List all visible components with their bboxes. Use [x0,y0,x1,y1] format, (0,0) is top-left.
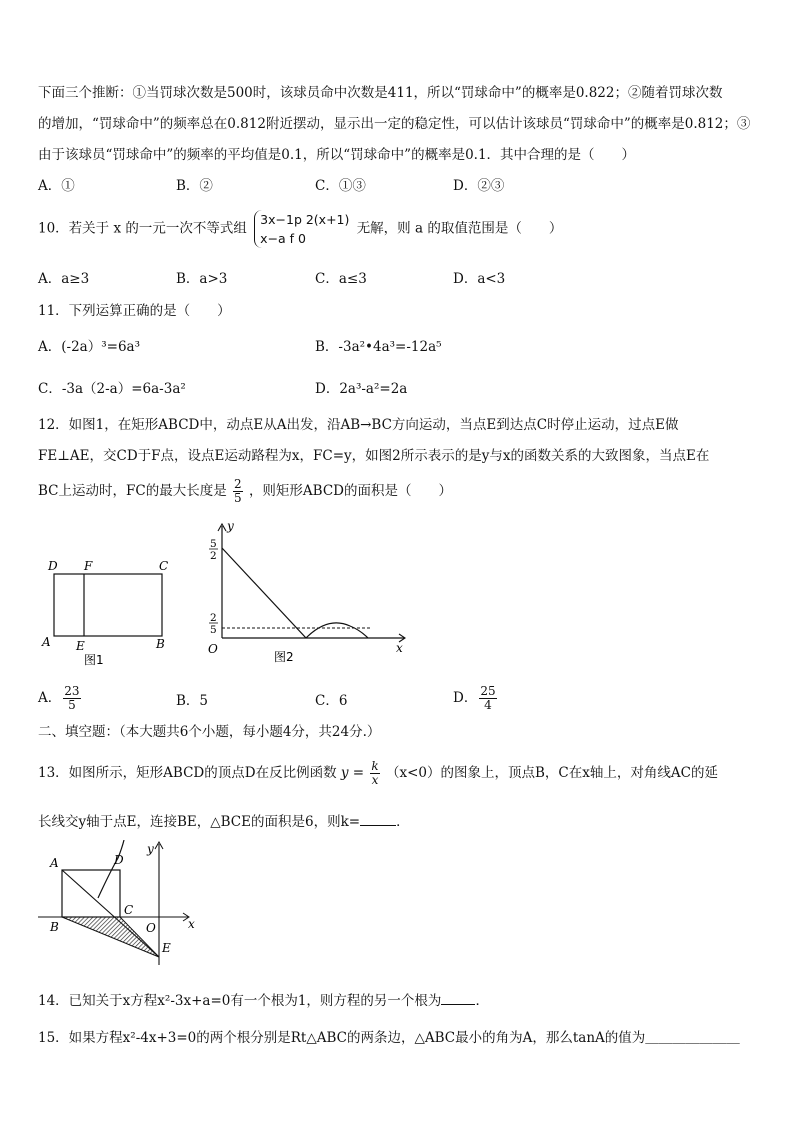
triangle-bce [62,917,159,957]
q9-option-b: B．② [176,178,213,194]
q14-text [38,992,489,1010]
fraction-numerator: k [371,759,379,773]
function-fraction [370,760,379,787]
q13-text-line-1 [38,760,718,787]
q15-text [38,1029,740,1047]
figure-1-caption: 图1 [84,653,104,667]
q12-option-d-label: D． [453,690,478,706]
q11-option-b: B．-3a²•4a³=-12a⁵ [315,339,442,355]
q9-option-c: C．①③ [315,178,366,194]
q13-line1-after: （x<0）的图象上，顶点B，C在x轴上，对角线AC的延 [385,765,718,781]
q10-option-d: D．a<3 [453,271,506,287]
section-heading-fill-in: 二、填空题：（本大题共6个小题，每小题4分，共24分.） [38,724,381,740]
q12-text-line-3 [38,478,452,505]
fraction-denominator: 5 [68,698,76,712]
q11-option-a: A．(-2a）³=6a³ [38,339,140,355]
q10-option-b: B．a>3 [176,271,228,287]
axis-label-x: x [396,641,403,655]
origin-label: O [208,642,218,656]
rectangle-abcd [54,574,162,636]
label-d: D [48,559,58,573]
label-b: B [156,637,165,651]
q12-option-a [38,685,83,712]
origin-label: O [146,921,156,935]
q14-end: ． [475,993,489,1009]
figure-2-caption: 图2 [274,650,294,664]
fraction-denominator: x [371,773,379,787]
fraction-numerator: 25 [480,684,496,698]
q12-option-d-fraction [479,685,496,712]
q12-line3-after: ，则矩形ABCD的面积是（ ） [248,483,453,499]
rectangle-abcd [62,870,120,917]
axis-label-y: y [147,842,154,856]
q12-option-b: B．5 [176,693,209,709]
q13-text-line-2 [38,813,410,831]
max-length-fraction [233,478,243,505]
fraction-numerator: 23 [64,684,80,698]
answer-blank [360,825,396,826]
fraction-numerator: 2 [234,477,242,491]
q12-text-line-2: FE⊥AE，交CD于F点，设点E运动路程为x，FC=y，如图2所示表示的是y与x的函数关系的大致图象，当点E在 [38,448,710,464]
answer-blank: ＿＿＿＿＿＿＿ [645,1030,740,1046]
label-c: C [159,559,169,573]
q15-stem: 15．如果方程x²-4x+3=0的两个根分别是Rt△ABC的两条边，△ABC最小的角为A，那么tanA的值为 [38,1030,646,1046]
q12-option-a-label: A． [38,690,62,706]
q12-text-line-1: 12．如图1，在矩形ABCD中，动点E从A出发，沿AB→BC方向运动，当点E到达点C时停止运动，过点E做 [38,417,679,433]
q11-option-c: C．-3a（2-a）=6a-3a² [38,381,186,397]
fraction-denominator: 5 [234,491,242,505]
tick-top-numerator: 5 [210,538,217,550]
q9-option-a: A．① [38,178,75,194]
answer-blank [441,1004,475,1005]
label-b: B [50,920,59,934]
label-f: F [84,559,93,573]
q13-line1-before: 13．如图所示，矩形ABCD的顶点D在反比例函数 [38,765,337,781]
label-a: A [50,856,59,870]
label-e: E [76,639,85,653]
fraction-denominator: 4 [484,698,492,712]
inequality-line-2: x−a f 0 [260,231,307,246]
tick-low-numerator: 2 [210,612,217,624]
axis-label-y: y [227,519,234,533]
q13-line2-end: ． [396,814,410,830]
q11-stem: 11．下列运算正确的是（ ） [38,303,231,319]
q10-option-c: C．a≤3 [315,271,367,287]
q10-stem-before: 10．若关于 x 的一元一次不等式组 [38,220,247,237]
q10-stem [38,210,562,248]
q9-text-line-2: 的增加，“罚球命中”的频率总在0.812附近摆动，显示出一定的稳定性，可以估计该球员“罚球命中”的概率是0.812；③ [38,116,751,132]
q11-option-d: D．2a³-a²=2a [315,381,408,397]
label-d: D [114,853,124,867]
label-e: E [162,941,171,955]
q9-option-d: D．②③ [453,178,505,194]
q14-stem: 14．已知关于x方程x²-3x+a=0有一个根为1，则方程的另一个根为 [38,993,442,1009]
figure-q13 [38,840,206,975]
function-lhs: y = [340,765,365,781]
inequality-system [254,210,349,248]
q9-text-line-1: 下面三个推断：①当罚球次数是500时，该球员命中次数是411，所以“罚球命中”的概率是0.822；②随着罚球次数 [38,85,723,101]
figure-1-rectangle [38,558,178,670]
figure-2-graph [196,518,416,668]
descending-segment [222,548,306,638]
q9-text-line-3: 由于该球员“罚球命中”的频率的平均值是0.1，所以“罚球命中”的概率是0.1．其中合理的是（ ） [38,147,636,163]
inequality-line-1: 3x−1p 2(x+1) [260,212,350,227]
tick-top-denominator: 2 [210,550,217,562]
axis-label-x: x [188,917,195,931]
q10-option-a: A．a≥3 [38,271,90,287]
q12-line3-before: BC上运动时，FC的最大长度是 [38,483,227,499]
label-a: A [42,635,51,649]
label-c: C [124,903,134,917]
arc-curve [306,623,368,638]
tick-low-denominator: 5 [210,624,217,636]
q12-option-a-fraction [63,685,80,712]
q13-line2-text: 长线交y轴于点E，连接BE，△BCE的面积是6，则k= [38,814,361,830]
q12-option-c: C．6 [315,693,348,709]
q10-stem-after: 无解，则 a 的取值范围是（ ） [356,220,563,237]
q12-option-d [453,685,499,712]
